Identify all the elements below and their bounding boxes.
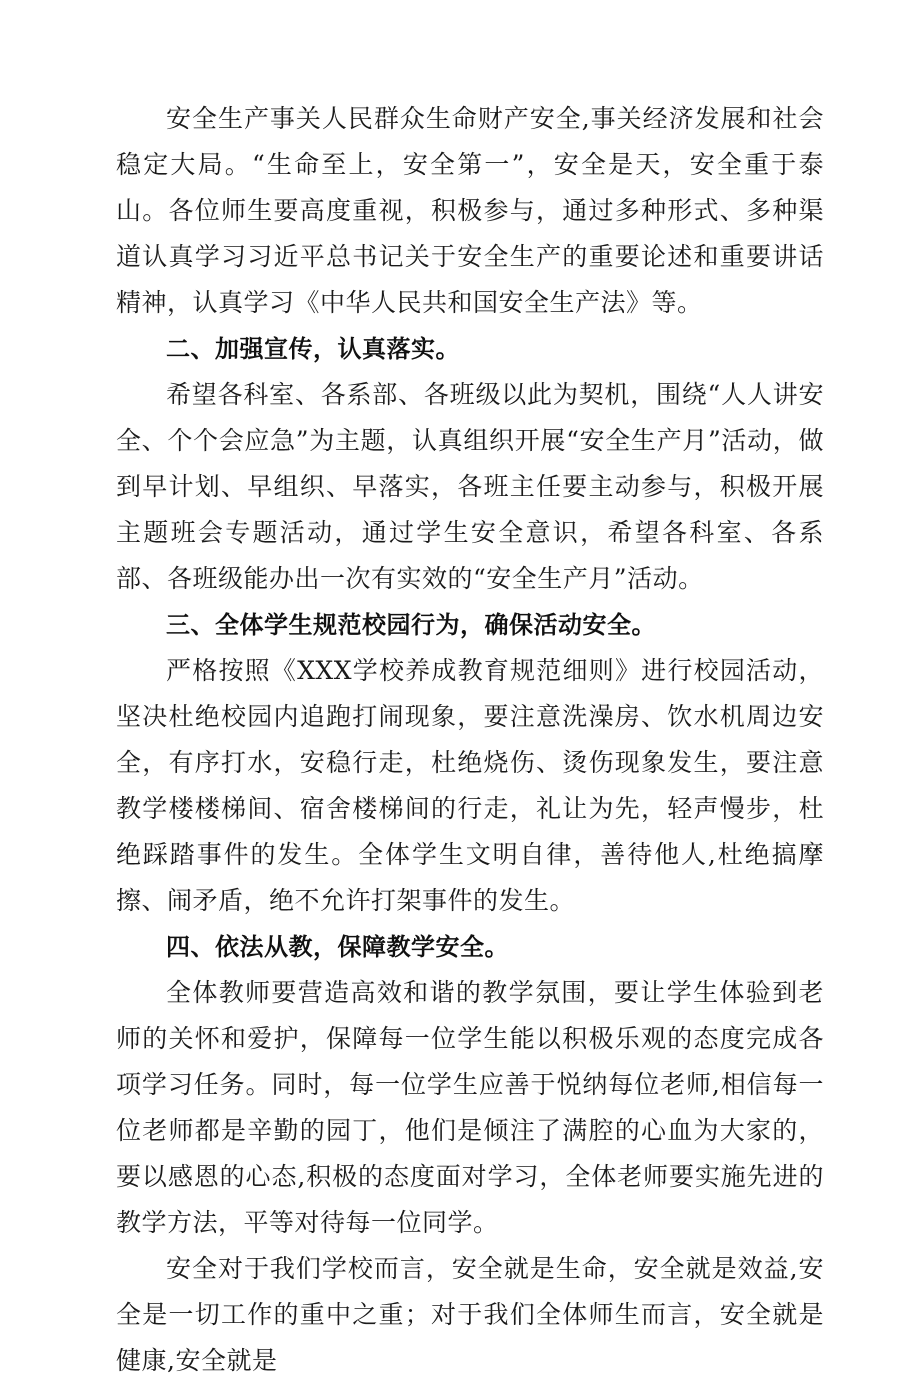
paragraph-safety-conclusion: 安全对于我们学校而言，安全就是生命，安全就是效益,安全是一切工作的重中之重；对于我们全体师生而言，安全就是健康,安全就是 xyxy=(116,1254,824,1375)
paragraph-teacher-duties: 全体教师要营造高效和谐的教学氛围，要让学生体验到老师的关怀和爱护，保障每一位学生能以积极乐观的态度完成各项学习任务。同时，每一位学生应善于悦纳每位老师,相信每一位老师都是辛勤的园丁，他们是倾注了满腔的心血为大家的，要以感恩的心态,积极的态度面对学习，全体老师要实施先进的教学方法，平等对待每一位同学。 xyxy=(116,978,824,1237)
document-body xyxy=(116,96,824,1384)
paragraph-campus-behavior-rules: 严格按照《XXX学校养成教育规范细则》进行校园活动，坚决杜绝校园内追跑打闹现象，要注意洗澡房、饮水机周边安全，有序打水，安稳行走，杜绝烧伤、烫伤现象发生，要注意教学楼楼梯间、宿舍楼梯间的行走，礼让为先，轻声慢步，杜绝踩踏事件的发生。全体学生文明自律，善待他人,杜绝搞摩擦、闹矛盾，绝不允许打架事件的发生。 xyxy=(116,656,824,915)
heading-student-conduct: 三、全体学生规范校园行为，确保活动安全。 xyxy=(166,611,656,639)
paragraph-safety-importance: 安全生产事关人民群众生命财产安全,事关经济发展和社会稳定大局。“生命至上，安全第一”，安全是天，安全重于泰山。各位师生要高度重视，积极参与，通过多种形式、多种渠道认真学习习近平总书记关于安全生产的重要论述和重要讲话精神，认真学习《中华人民共和国安全生产法》等。 xyxy=(116,104,824,317)
paragraph-safety-month-activities: 希望各科室、各系部、各班级以此为契机，围绕“人人讲安全、个个会应急”为主题，认真组织开展“安全生产月”活动，做到早计划、早组织、早落实，各班主任要主动参与，积极开展主题班会专题活动，通过学生安全意识，希望各科室、各系部、各班级能办出一次有实效的“安全生产月”活动。 xyxy=(116,380,824,593)
heading-strengthen-publicity: 二、加强宣传，认真落实。 xyxy=(166,335,460,363)
heading-teaching-safety: 四、依法从教，保障教学安全。 xyxy=(166,933,509,961)
